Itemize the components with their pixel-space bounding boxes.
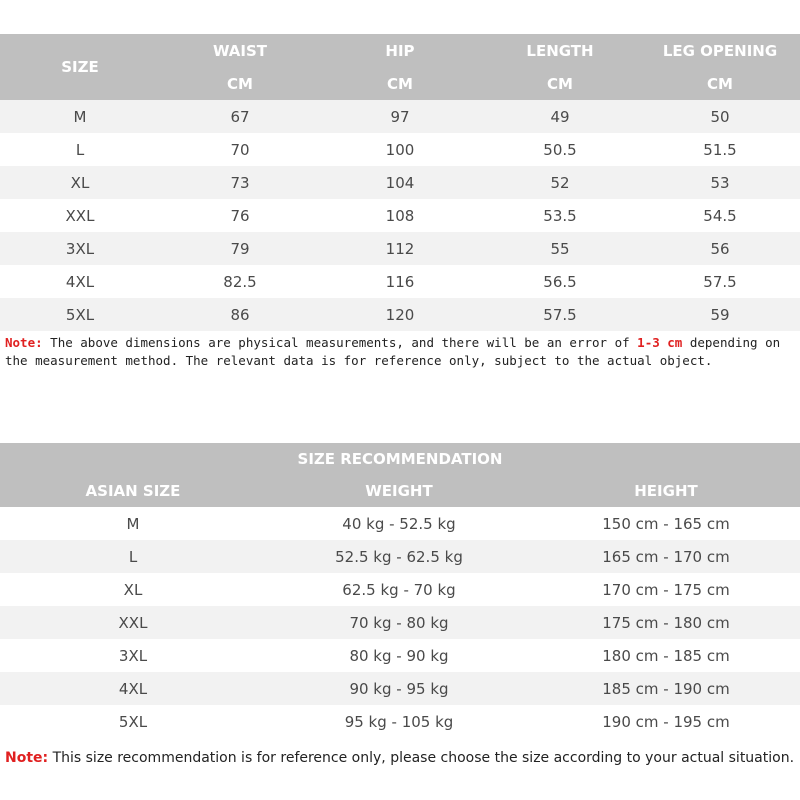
size-recommendation-table	[0, 443, 800, 738]
cell-size: M	[0, 507, 266, 540]
cell-size: 3XL	[0, 232, 160, 265]
cell-hip: 112	[320, 232, 480, 265]
size-chart-row	[0, 166, 800, 199]
note-label: Note:	[5, 750, 49, 766]
cell-weight: 40 kg - 52.5 kg	[266, 507, 532, 540]
cell-size: XXL	[0, 199, 160, 232]
size-chart-header-row	[0, 34, 800, 67]
recommendation-row	[0, 606, 800, 639]
size-chart-row	[0, 232, 800, 265]
recommendation-row	[0, 705, 800, 738]
cell-size: 4XL	[0, 672, 266, 705]
size-chart-row	[0, 298, 800, 331]
cell-weight: 80 kg - 90 kg	[266, 639, 532, 672]
cell-hip: 120	[320, 298, 480, 331]
cell-leg-opening: 57.5	[640, 265, 800, 298]
cell-leg-opening: 56	[640, 232, 800, 265]
size-chart-body	[0, 100, 800, 331]
cell-length: 57.5	[480, 298, 640, 331]
cell-height: 150 cm - 165 cm	[532, 507, 800, 540]
cell-hip: 116	[320, 265, 480, 298]
header-length: LENGTH	[480, 34, 640, 67]
cell-length: 53.5	[480, 199, 640, 232]
cell-waist: 70	[160, 133, 320, 166]
measurement-note	[5, 334, 795, 370]
cell-size: 5XL	[0, 705, 266, 738]
cell-length: 49	[480, 100, 640, 133]
recommendation-body	[0, 507, 800, 738]
cell-height: 165 cm - 170 cm	[532, 540, 800, 573]
recommendation-row	[0, 573, 800, 606]
cell-length: 56.5	[480, 265, 640, 298]
cell-waist: 67	[160, 100, 320, 133]
cell-leg-opening: 59	[640, 298, 800, 331]
unit-length: CM	[480, 67, 640, 100]
cell-leg-opening: 54.5	[640, 199, 800, 232]
cell-size: XXL	[0, 606, 266, 639]
cell-weight: 62.5 kg - 70 kg	[266, 573, 532, 606]
cell-size: XL	[0, 573, 266, 606]
size-chart-row	[0, 100, 800, 133]
cell-leg-opening: 51.5	[640, 133, 800, 166]
cell-length: 50.5	[480, 133, 640, 166]
note-error-range: 1-3 cm	[637, 335, 683, 350]
cell-length: 52	[480, 166, 640, 199]
cell-size: L	[0, 540, 266, 573]
cell-height: 185 cm - 190 cm	[532, 672, 800, 705]
unit-waist: CM	[160, 67, 320, 100]
cell-size: L	[0, 133, 160, 166]
unit-hip: CM	[320, 67, 480, 100]
note-label: Note:	[5, 335, 43, 350]
cell-waist: 82.5	[160, 265, 320, 298]
cell-weight: 70 kg - 80 kg	[266, 606, 532, 639]
recommendation-row	[0, 672, 800, 705]
cell-height: 190 cm - 195 cm	[532, 705, 800, 738]
recommendation-row	[0, 540, 800, 573]
recommendation-row	[0, 639, 800, 672]
header-height: HEIGHT	[532, 475, 800, 507]
cell-weight: 90 kg - 95 kg	[266, 672, 532, 705]
size-chart-row	[0, 199, 800, 232]
cell-weight: 95 kg - 105 kg	[266, 705, 532, 738]
note-text-before: The above dimensions are physical measurements, and there will be an error of	[42, 335, 638, 350]
cell-height: 180 cm - 185 cm	[532, 639, 800, 672]
header-leg-opening: LEG OPENING	[640, 34, 800, 67]
size-chart-row	[0, 265, 800, 298]
recommendation-header-row	[0, 475, 800, 507]
cell-size: M	[0, 100, 160, 133]
size-chart-table	[0, 34, 800, 331]
cell-waist: 86	[160, 298, 320, 331]
header-size: SIZE	[0, 34, 160, 100]
recommendation-title-row	[0, 443, 800, 475]
cell-waist: 79	[160, 232, 320, 265]
cell-size: XL	[0, 166, 160, 199]
header-asian-size: ASIAN SIZE	[0, 475, 266, 507]
cell-length: 55	[480, 232, 640, 265]
size-chart-row	[0, 133, 800, 166]
header-hip: HIP	[320, 34, 480, 67]
cell-hip: 108	[320, 199, 480, 232]
header-weight: WEIGHT	[266, 475, 532, 507]
cell-waist: 76	[160, 199, 320, 232]
unit-leg-opening: CM	[640, 67, 800, 100]
recommendation-note	[5, 748, 795, 769]
cell-hip: 97	[320, 100, 480, 133]
cell-hip: 100	[320, 133, 480, 166]
note-text-after: depending on the measurement method. The relevant data is for reference only, subject to the actual object.	[5, 335, 781, 368]
cell-waist: 73	[160, 166, 320, 199]
header-waist: WAIST	[160, 34, 320, 67]
cell-height: 175 cm - 180 cm	[532, 606, 800, 639]
cell-size: 3XL	[0, 639, 266, 672]
note-text: This size recommendation is for reference only, please choose the size according to your actual situation.	[48, 750, 795, 766]
cell-leg-opening: 53	[640, 166, 800, 199]
cell-leg-opening: 50	[640, 100, 800, 133]
cell-weight: 52.5 kg - 62.5 kg	[266, 540, 532, 573]
cell-size: 5XL	[0, 298, 160, 331]
cell-size: 4XL	[0, 265, 160, 298]
recommendation-title: SIZE RECOMMENDATION	[0, 443, 800, 475]
recommendation-row	[0, 507, 800, 540]
cell-hip: 104	[320, 166, 480, 199]
cell-height: 170 cm - 175 cm	[532, 573, 800, 606]
